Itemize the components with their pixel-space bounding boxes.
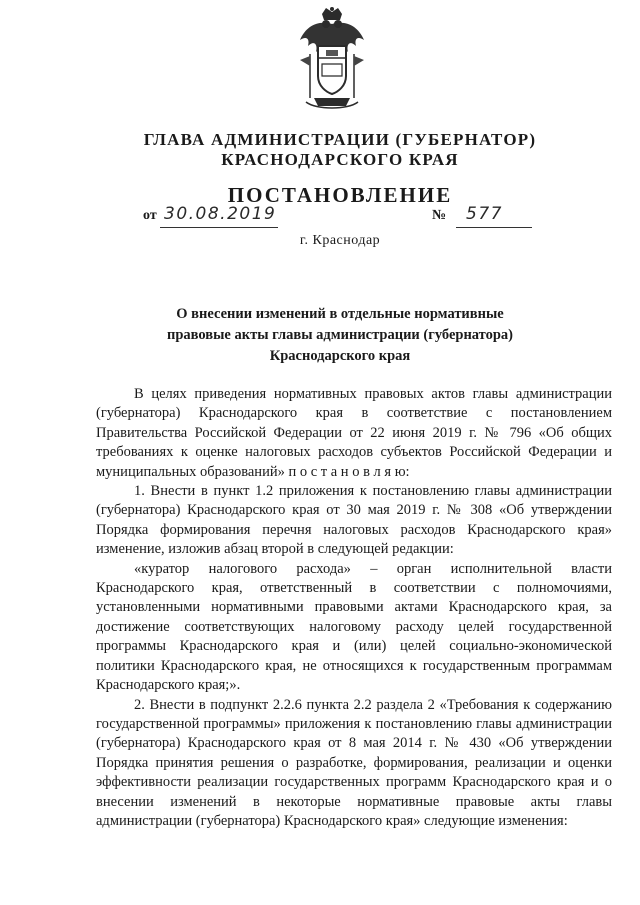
authority-title-line1: ГЛАВА АДМИНИСТРАЦИИ (ГУБЕРНАТОР) (143, 130, 537, 149)
number-value: 577 (466, 204, 503, 224)
coat-of-arms-emblem (296, 6, 368, 112)
document-subject (110, 304, 570, 367)
body-paragraph-4: 2. Внести в подпункт 2.2.6 пункта 2.2 раздела 2 «Требования к содержанию государственной программы» приложения к постановлению главы администрации (губернатора) Краснодарского края от 8 мая 2014 г. № 430 «Об утверждении Порядка принятия решения о разработке, формирования, реализации и оценки эффективности реализации государственных программ Краснодарского края и о внесении изменений в некоторые нормативные правовые акты главы администрации (губернатора) Краснодарского края» следующие изменения: (96, 696, 612, 829)
date-value: 30.08.2019 (164, 204, 277, 224)
subject-line-3: Краснодарского края (269, 348, 411, 364)
document-type-title: ПОСТАНОВЛЕНИЕ (227, 183, 453, 207)
city-label: г. Краснодар (299, 233, 381, 248)
subject-line-2: правовые акты главы администрации (губернатора) (166, 327, 514, 343)
body-paragraph-3: «куратор налогового расхода» – орган исполнительной власти Краснодарского края, ответственный в соответствии с полномочиями, установленными нормативными правовыми актами Краснодарского края, за достижение соответствующих налоговому расходу целей государственной программы Краснодарского края и (или) целей социально-экономической политики Краснодарского края, не относящихся к государственным программам Краснодарского края;». (96, 560, 612, 694)
document-body (96, 385, 612, 831)
authority-title-line2: КРАСНОДАРСКОГО КРАЯ (221, 150, 459, 169)
date-underline (160, 227, 278, 228)
body-paragraph-1: В целях приведения нормативных правовых актов главы администрации (губернатора) Краснодарского края в соответствие с постановлением Правительства Российской Федерации от 22 июня 2019 г. № 796 «Об общих требованиях к оценке налоговых расходов субъектов Российской Федерации и муниципальных образований» п о с т а н о в л я ю: (96, 386, 612, 480)
number-prefix: № (432, 208, 447, 223)
number-underline (456, 227, 532, 228)
subject-line-1: О внесении изменений в отдельные нормативные (176, 306, 504, 322)
body-paragraph-2: 1. Внести в пункт 1.2 приложения к постановлению главы администрации (губернатора) Краснодарского края от 30 мая 2019 г. № 308 «Об утверждении Порядка формирования перечня налоговых расходов Краснодарского края» изменение, изложив абзац второй в следующей редакции: (96, 483, 612, 558)
date-prefix: от (143, 208, 157, 223)
